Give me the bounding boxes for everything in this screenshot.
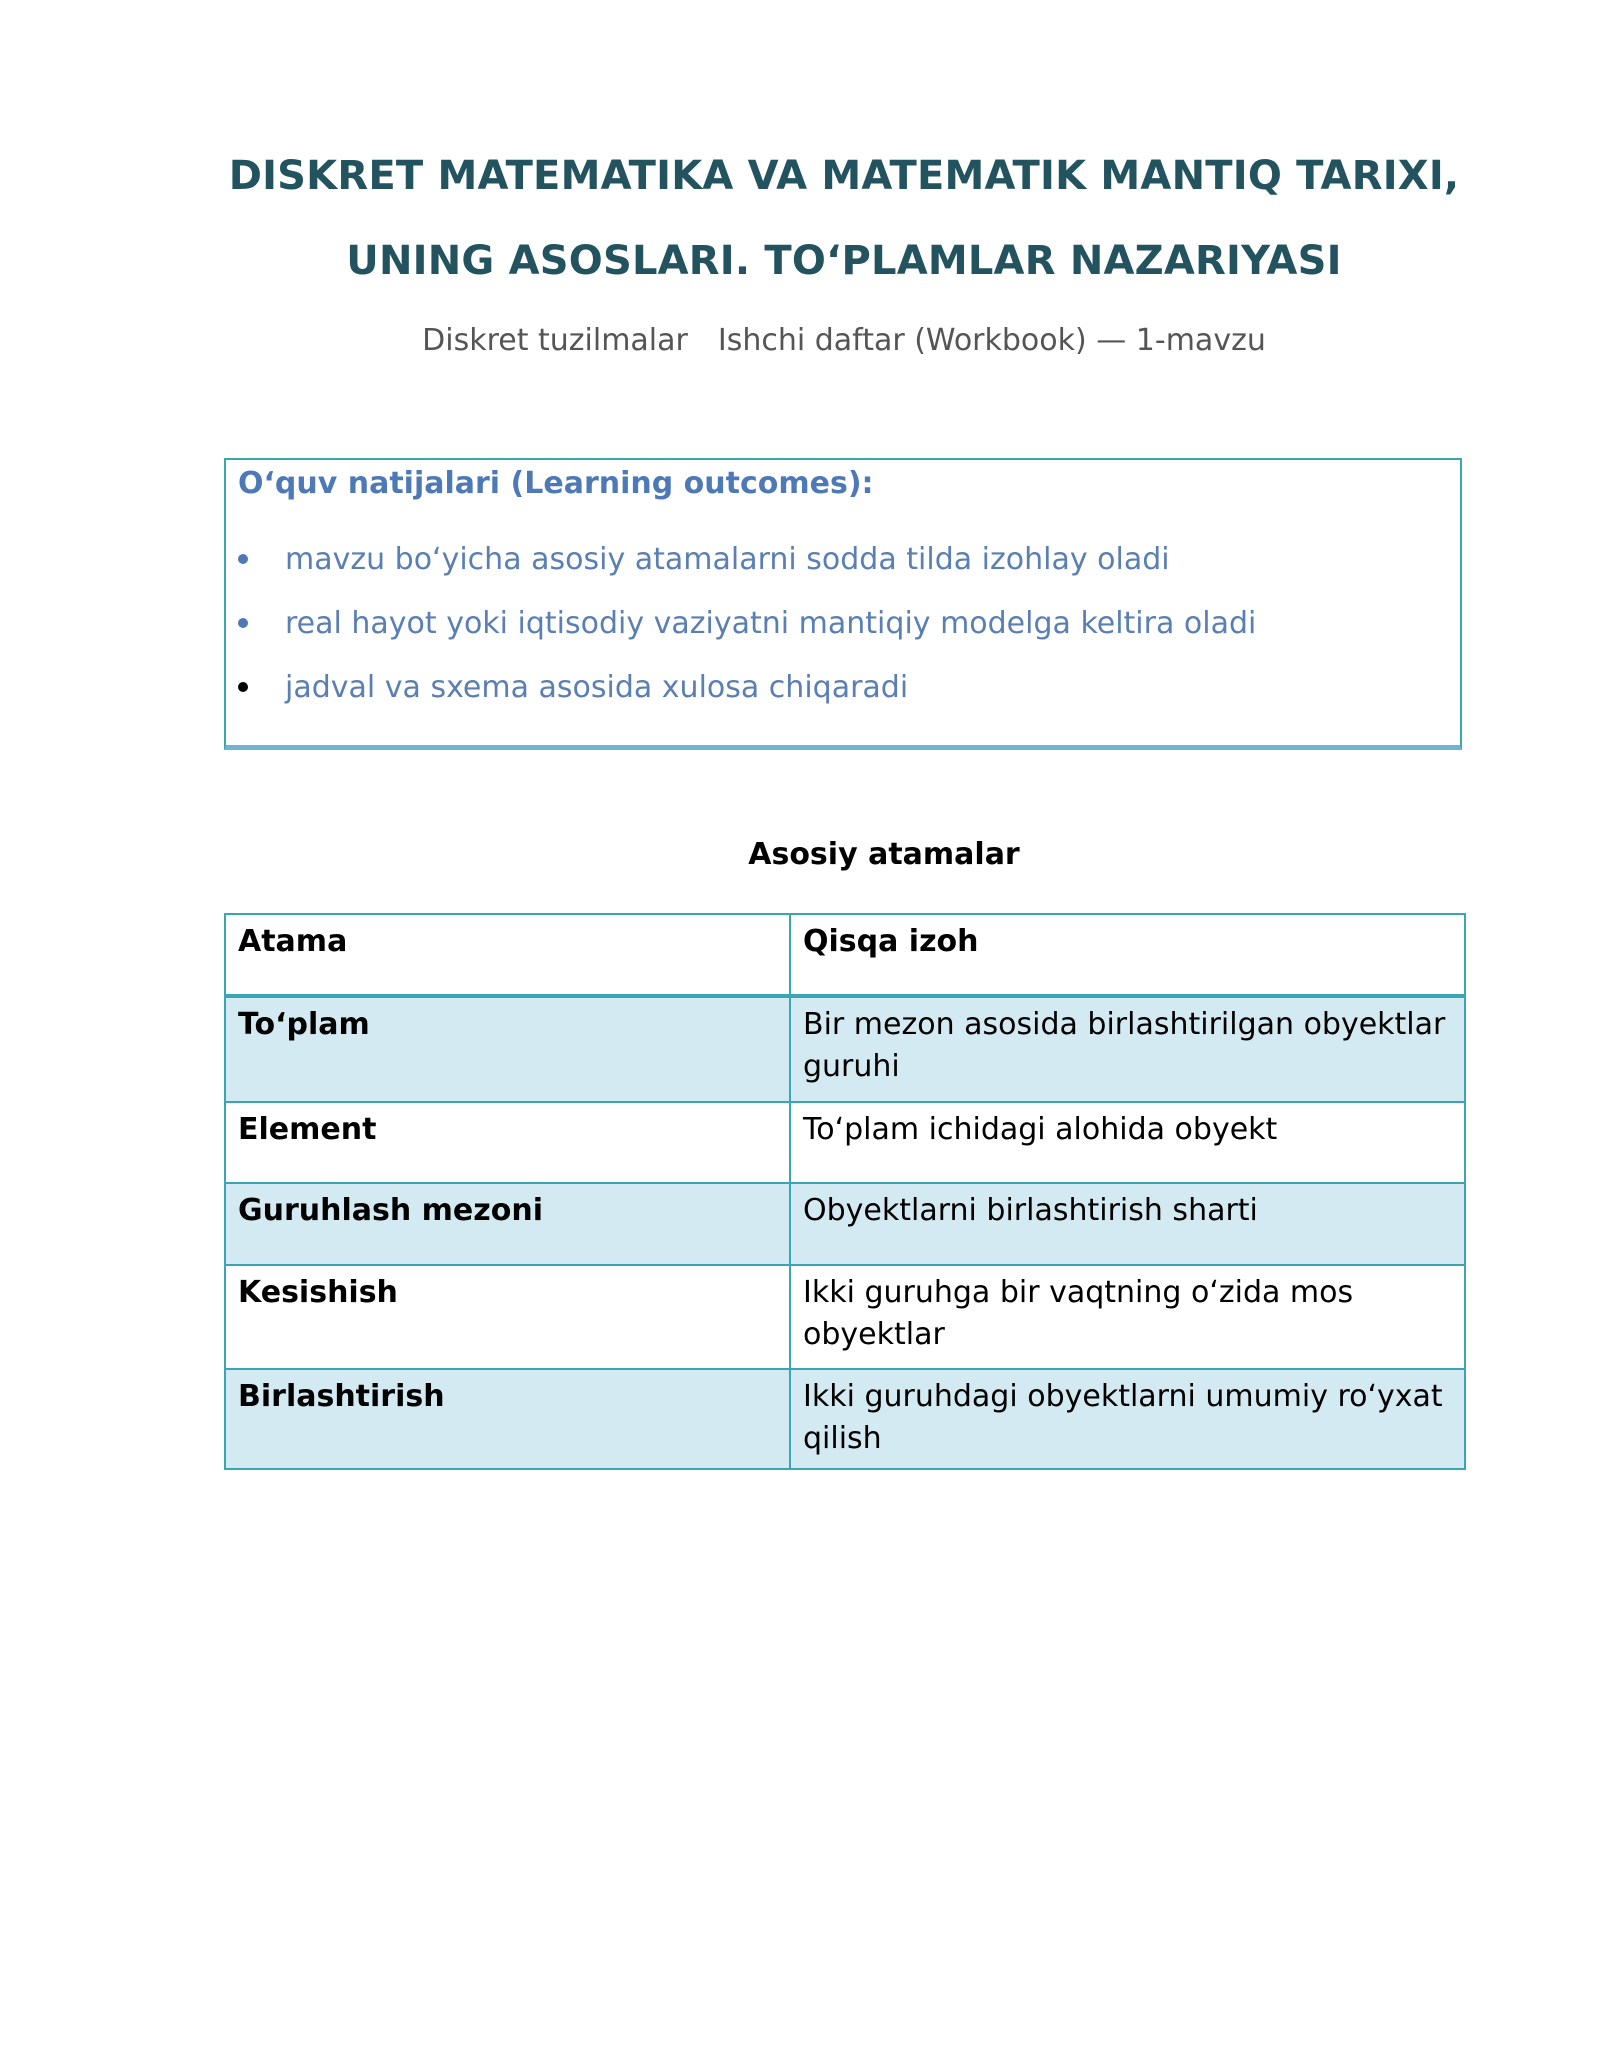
- learning-outcomes-heading: O‘quv natijalari (Learning outcomes):: [238, 466, 874, 501]
- bullet-icon: [238, 618, 248, 628]
- description-cell: Obyektlarni birlashtirish sharti: [790, 1183, 1465, 1265]
- term-cell: Guruhlash mezoni: [225, 1183, 790, 1265]
- learning-outcome-text: mavzu bo‘yicha asosiy atamalarni sodda tilda izohlay oladi: [285, 542, 1170, 577]
- page-subtitle: [0, 322, 1600, 360]
- table-row: [225, 1102, 1465, 1183]
- page-title-line-1: DISKRET MATEMATIKA VA MATEMATIK MANTIQ TARIXI,: [228, 153, 1460, 199]
- description-cell: To‘plam ichidagi alohida obyekt: [790, 1102, 1465, 1183]
- term-cell: To‘plam: [225, 996, 790, 1102]
- table-row: [225, 1183, 1465, 1265]
- column-header-description: Qisqa izoh: [790, 914, 1465, 996]
- learning-outcomes-box: [224, 458, 1462, 750]
- term-cell: Element: [225, 1102, 790, 1183]
- table-row: [225, 1265, 1465, 1369]
- description-cell: Ikki guruhga bir vaqtning o‘zida mos obyektlar: [790, 1265, 1465, 1369]
- learning-outcome-text: real hayot yoki iqtisodiy vaziyatni mantiqiy modelga keltira oladi: [285, 606, 1257, 641]
- terms-table: [224, 913, 1466, 1470]
- description-cell: Ikki guruhdagi obyektlarni umumiy ro‘yxat qilish: [790, 1369, 1465, 1469]
- subtitle-course: Diskret tuzilmalar: [422, 323, 688, 358]
- bullet-icon: [238, 682, 248, 692]
- terms-table-title: Asosiy atamalar: [748, 837, 1020, 872]
- term-cell: Birlashtirish: [225, 1369, 790, 1469]
- page-title-line-2: UNING ASOSLARI. TO‘PLAMLAR NAZARIYASI: [346, 238, 1342, 284]
- column-header-term: Atama: [225, 914, 790, 996]
- bullet-icon: [238, 554, 248, 564]
- description-cell: Bir mezon asosida birlashtirilgan obyektlar guruhi: [790, 996, 1465, 1102]
- table-row: [225, 1369, 1465, 1469]
- table-header-row: [225, 914, 1465, 996]
- term-cell: Kesishish: [225, 1265, 790, 1369]
- table-row: [225, 996, 1465, 1102]
- learning-outcome-text: jadval va sxema asosida xulosa chiqaradi: [285, 670, 909, 705]
- subtitle-workbook: Ishchi daftar (Workbook) — 1-mavzu: [717, 323, 1266, 358]
